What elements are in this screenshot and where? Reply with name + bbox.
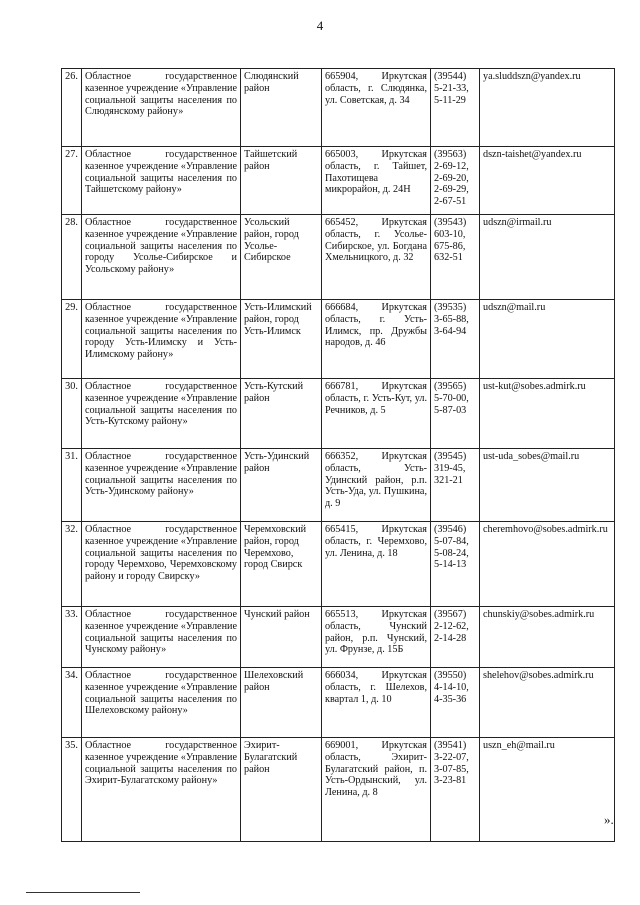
phone-numbers: (39567) 2-12-62, 2-14-28 bbox=[431, 607, 480, 668]
institution-name: Областное государственное казенное учреждение «Управление социальной защиты населения по Шелеховскому району» bbox=[82, 668, 241, 738]
phone-numbers: (39545) 319-45, 321-21 bbox=[431, 449, 480, 522]
institution-name: Областное государственное казенное учреждение «Управление социальной защиты населения по городу Усолье-Сибирское и Усольскому району» bbox=[82, 215, 241, 300]
institution-name: Областное государственное казенное учреждение «Управление социальной защиты населения по Тайшетскому району» bbox=[82, 147, 241, 215]
closing-quote-mark: ». bbox=[604, 812, 614, 827]
district-name: Усть-Илимский район, город Усть-Илимск bbox=[241, 300, 322, 379]
table-row bbox=[62, 379, 615, 449]
postal-address: 665904, Иркутская область, г. Слюдянка, ул. Советская, д. 34 bbox=[322, 69, 431, 147]
email-address: udszn@mail.ru bbox=[480, 300, 615, 379]
district-name: Усть-Кутский район bbox=[241, 379, 322, 449]
district-name: Шелеховский район bbox=[241, 668, 322, 738]
institution-name: Областное государственное казенное учреждение «Управление социальной защиты населения по Эхирит-Булагатскому району» bbox=[82, 738, 241, 842]
postal-address: 666781, Иркутская область, г. Усть-Кут, ул. Речников, д. 5 bbox=[322, 379, 431, 449]
footer-separator-line bbox=[26, 892, 140, 893]
phone-numbers: (39535) 3-65-88, 3-64-94 bbox=[431, 300, 480, 379]
district-name: Чунский район bbox=[241, 607, 322, 668]
table-row bbox=[62, 69, 615, 147]
postal-address: 666034, Иркутская область, г. Шелехов, квартал 1, д. 10 bbox=[322, 668, 431, 738]
postal-address: 665003, Иркутская область, г. Тайшет, Пахотищева микрорайон, д. 24Н bbox=[322, 147, 431, 215]
district-name: Тайшетский район bbox=[241, 147, 322, 215]
district-name: Слюдянский район bbox=[241, 69, 322, 147]
row-number: 31. bbox=[62, 449, 82, 522]
institutions-table bbox=[61, 68, 615, 842]
institution-name: Областное государственное казенное учреждение «Управление социальной защиты населения по Слюдянскому району» bbox=[82, 69, 241, 147]
phone-numbers: (39544) 5-21-33, 5-11-29 bbox=[431, 69, 480, 147]
table-row bbox=[62, 607, 615, 668]
district-name: Усольский район, город Усолье-Сибирское bbox=[241, 215, 322, 300]
phone-numbers: (39543) 603-10, 675-86, 632-51 bbox=[431, 215, 480, 300]
phone-numbers: (39563) 2-69-12, 2-69-20, 2-69-29, 2-67-51 bbox=[431, 147, 480, 215]
email-address: udszn@irmail.ru bbox=[480, 215, 615, 300]
postal-address: 665415, Иркутская область, г. Черемхово, ул. Ленина, д. 18 bbox=[322, 522, 431, 607]
phone-numbers: (39565) 5-70-00, 5-87-03 bbox=[431, 379, 480, 449]
email-address: cheremhovo@sobes.admirk.ru bbox=[480, 522, 615, 607]
institution-name: Областное государственное казенное учреждение «Управление социальной защиты населения по Усть-Кутскому району» bbox=[82, 379, 241, 449]
table-row bbox=[62, 668, 615, 738]
postal-address: 665452, Иркутская область, г. Усолье-Сибирское, ул. Богдана Хмельницкого, д. 32 bbox=[322, 215, 431, 300]
phone-numbers: (39550) 4-14-10, 4-35-36 bbox=[431, 668, 480, 738]
district-name: Эхирит-Булагатский район bbox=[241, 738, 322, 842]
table-row bbox=[62, 147, 615, 215]
postal-address: 669001, Иркутская область, Эхирит-Булагатский район, п. Усть-Ордынский, ул. Ленина, д. 8 bbox=[322, 738, 431, 842]
row-number: 28. bbox=[62, 215, 82, 300]
table-row bbox=[62, 522, 615, 607]
institution-name: Областное государственное казенное учреждение «Управление социальной защиты населения по Усть-Удинскому району» bbox=[82, 449, 241, 522]
phone-numbers: (39541) 3-22-07, 3-07-85, 3-23-81 bbox=[431, 738, 480, 842]
email-address: shelehov@sobes.admirk.ru bbox=[480, 668, 615, 738]
row-number: 34. bbox=[62, 668, 82, 738]
row-number: 33. bbox=[62, 607, 82, 668]
email-address: ust-uda_sobes@mail.ru bbox=[480, 449, 615, 522]
table-row bbox=[62, 449, 615, 522]
phone-numbers: (39546) 5-07-84, 5-08-24, 5-14-13 bbox=[431, 522, 480, 607]
district-name: Усть-Удинский район bbox=[241, 449, 322, 522]
row-number: 26. bbox=[62, 69, 82, 147]
email-address: chunskiy@sobes.admirk.ru bbox=[480, 607, 615, 668]
postal-address: 666684, Иркутская область, г. Усть-Илимск, пр. Дружбы народов, д. 46 bbox=[322, 300, 431, 379]
institution-name: Областное государственное казенное учреждение «Управление социальной защиты населения по городу Усть-Илимску и Усть-Илимскому району» bbox=[82, 300, 241, 379]
row-number: 32. bbox=[62, 522, 82, 607]
row-number: 35. bbox=[62, 738, 82, 842]
email-address: dszn-taishet@yandex.ru bbox=[480, 147, 615, 215]
row-number: 30. bbox=[62, 379, 82, 449]
email-address: ust-kut@sobes.admirk.ru bbox=[480, 379, 615, 449]
district-name: Черемховский район, город Черемхово, город Свирск bbox=[241, 522, 322, 607]
postal-address: 665513, Иркутская область, Чунский район, р.п. Чунский, ул. Фрунзе, д. 15Б bbox=[322, 607, 431, 668]
postal-address: 666352, Иркутская область, Усть-Удинский район, р.п. Усть-Уда, ул. Пушкина, д. 9 bbox=[322, 449, 431, 522]
email-address: uszn_eh@mail.ru bbox=[480, 738, 615, 842]
email-address: ya.sluddszn@yandex.ru bbox=[480, 69, 615, 147]
page-number: 4 bbox=[316, 18, 324, 33]
institution-name: Областное государственное казенное учреждение «Управление социальной защиты населения по Чунскому району» bbox=[82, 607, 241, 668]
table-row bbox=[62, 300, 615, 379]
table-row bbox=[62, 215, 615, 300]
row-number: 29. bbox=[62, 300, 82, 379]
table-row bbox=[62, 738, 615, 842]
institution-name: Областное государственное казенное учреждение «Управление социальной защиты населения по городу Черемхово, Черемховскому району и городу Свирску» bbox=[82, 522, 241, 607]
row-number: 27. bbox=[62, 147, 82, 215]
